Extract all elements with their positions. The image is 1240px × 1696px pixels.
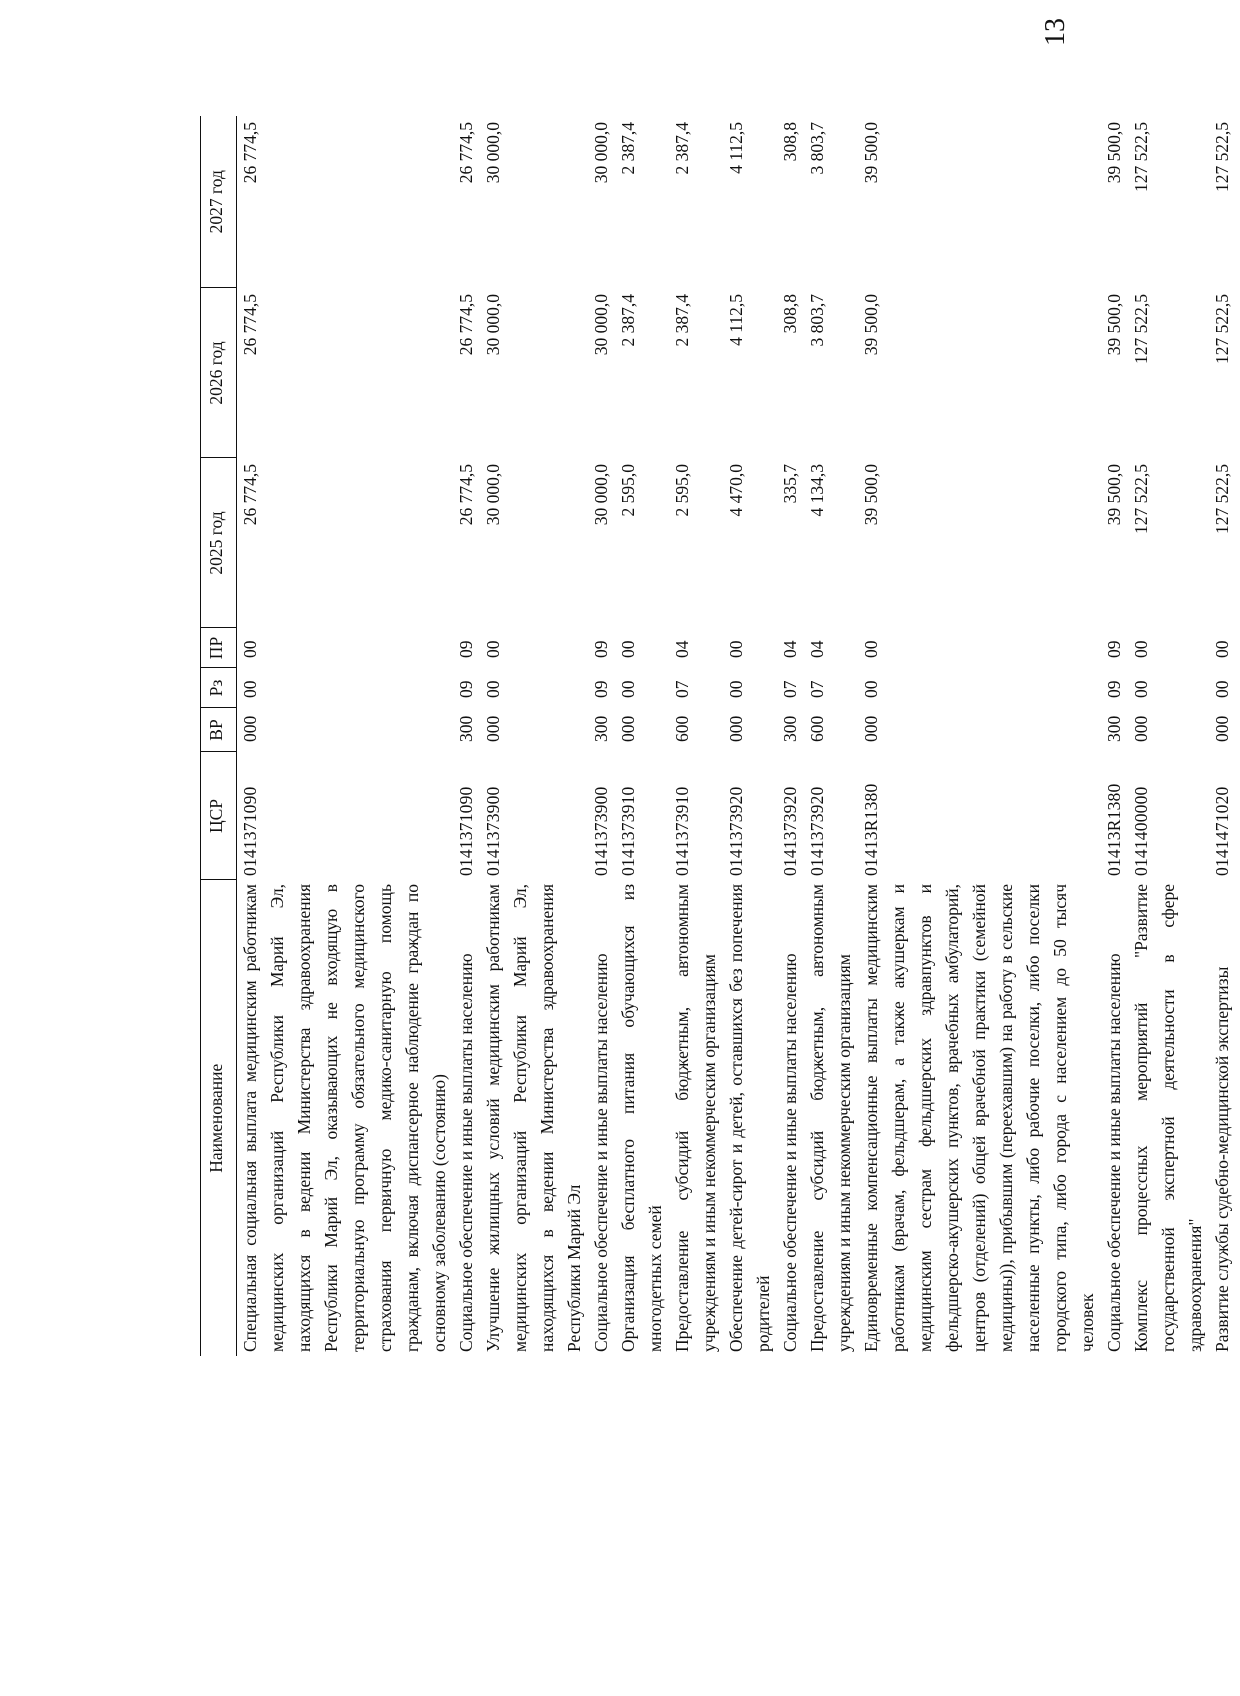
row-name: Обеспечение детей-сирот и детей, оставшихся без попечения родителей: [726, 884, 773, 1352]
row-vr: 000: [861, 715, 881, 742]
row-pr: 04: [672, 640, 692, 658]
row-vr: 600: [807, 715, 827, 742]
table-row: [480, 116, 588, 1356]
row-name: Предоставление субсидий бюджетным, автономным учреждениям и иным некоммерческим организациям: [672, 884, 719, 1352]
row-vr: 300: [780, 715, 800, 742]
row-2027: 30 000,0: [483, 122, 503, 184]
row-2026: 4 112,5: [726, 294, 746, 346]
row-rz: 00: [726, 680, 746, 698]
row-2025: 335,7: [780, 464, 800, 504]
header-2025: 2025 год: [201, 458, 237, 628]
table-row: [615, 116, 669, 1356]
header-csr: ЦСР: [201, 752, 237, 880]
row-pr: 09: [456, 640, 476, 658]
header-rz: Рз: [201, 668, 237, 708]
row-pr: 09: [591, 640, 611, 658]
row-2027: 4 112,5: [726, 122, 746, 174]
row-name: Развитие службы судебно-медицинской экспертизы: [1212, 966, 1232, 1352]
row-csr: 0141400000: [1131, 786, 1151, 876]
row-rz: 09: [591, 680, 611, 698]
row-2026: 30 000,0: [591, 294, 611, 356]
row-name: Социальное обеспечение и иные выплаты населению: [780, 953, 800, 1352]
row-name: Социальное обеспечение и иные выплаты населению: [1104, 953, 1124, 1352]
row-pr: 00: [483, 640, 503, 658]
row-vr: 600: [672, 715, 692, 742]
table-row: [1128, 116, 1209, 1356]
row-2026: 39 500,0: [1104, 294, 1124, 356]
row-name: Социальное обеспечение и иные выплаты населению: [456, 953, 476, 1352]
row-csr: 0141471020: [1212, 786, 1232, 876]
row-pr: 09: [1104, 640, 1124, 658]
row-csr: 01413R1380: [1104, 783, 1124, 876]
row-vr: 300: [1104, 715, 1124, 742]
row-2027: 127 522,5: [1212, 122, 1232, 192]
row-2025: 127 522,5: [1131, 464, 1151, 534]
row-2026: 39 500,0: [861, 294, 881, 356]
row-csr: 0141373920: [726, 786, 746, 876]
row-2026: 2 387,4: [672, 294, 692, 347]
row-2026: 30 000,0: [483, 294, 503, 356]
row-2025: 26 774,5: [240, 464, 260, 526]
table-row: [1209, 116, 1240, 1356]
row-rz: 00: [1212, 680, 1232, 698]
table-row: [237, 116, 454, 1356]
row-2026: 3 803,7: [807, 294, 827, 347]
row-2025: 2 595,0: [672, 464, 692, 517]
row-2027: 39 500,0: [1104, 122, 1124, 184]
row-vr: 000: [240, 715, 260, 742]
row-vr: 000: [726, 715, 746, 742]
header-name: Наименование: [201, 880, 237, 1356]
row-2027: 127 522,5: [1131, 122, 1151, 192]
row-2027: 308,8: [780, 122, 800, 162]
row-2025: 39 500,0: [861, 464, 881, 526]
row-rz: 00: [240, 680, 260, 698]
row-name: Единовременные компенсационные выплаты медицинским работникам (врачам, фельдшерам, а также акушеркам и медицинским сестрам фельдшерских здравпунктов и фельдшерско-акушерских пунктов, врачебных амбулаторий, центров (отделений) общей врачебной практики (семейной медицины)), прибывшим (переехавшим) на работу в сельские населенные пункты, либо рабочие поселки, либо поселки городского типа, либо города с населением до 50 тысяч человек: [861, 884, 1097, 1352]
row-pr: 04: [807, 640, 827, 658]
row-2025: 30 000,0: [483, 464, 503, 526]
row-2027: 26 774,5: [240, 122, 260, 184]
table-row: [858, 116, 1101, 1356]
row-2026: 2 387,4: [618, 294, 638, 347]
row-name: Социальное обеспечение и иные выплаты населению: [591, 953, 611, 1352]
row-name: Улучшение жилищных условий медицинским работникам медицинских организаций Республики Марий Эл, находящихся в ведении Министерства здравоохранения Республики Марий Эл: [483, 884, 584, 1352]
table-row: [1101, 116, 1128, 1356]
table-row: [588, 116, 615, 1356]
row-csr: 01413R1380: [861, 783, 881, 876]
row-csr: 0141371090: [456, 786, 476, 876]
row-2027: 2 387,4: [618, 122, 638, 175]
row-vr: 000: [618, 715, 638, 742]
row-vr: 300: [591, 715, 611, 742]
row-pr: 00: [618, 640, 638, 658]
header-2027: 2027 год: [201, 116, 237, 288]
row-2027: 39 500,0: [861, 122, 881, 184]
row-rz: 00: [1131, 680, 1151, 698]
row-2027: 30 000,0: [591, 122, 611, 184]
row-name: Специальная социальная выплата медицинским работникам медицинских организаций Республики Марий Эл, находящихся в ведении Министерства здравоохранения Республики Марий Эл, оказывающих не входящую в территориальную программу обязательного медицинского страхования первичную медико-санитарную помощь гражданам, включая диспансерное наблюдение граждан по основному заболеванию (состоянию): [240, 884, 449, 1352]
row-rz: 07: [672, 680, 692, 698]
row-vr: 000: [483, 715, 503, 742]
row-2026: 127 522,5: [1131, 294, 1151, 364]
row-pr: 00: [726, 640, 746, 658]
row-name: Комплекс процессных мероприятий "Развитие государственной экспертной деятельности в сфере здравоохранения": [1131, 884, 1205, 1352]
row-csr: 0141371090: [240, 786, 260, 876]
row-rz: 00: [861, 680, 881, 698]
row-name: Предоставление субсидий бюджетным, автономным учреждениям и иным некоммерческим организациям: [807, 884, 854, 1352]
table-row: [453, 116, 480, 1356]
row-vr: 300: [456, 715, 476, 742]
row-csr: 0141373910: [672, 786, 692, 876]
row-2026: 26 774,5: [240, 294, 260, 356]
row-csr: 0141373910: [618, 786, 638, 876]
row-2025: 26 774,5: [456, 464, 476, 526]
row-rz: 07: [780, 680, 800, 698]
row-csr: 0141373920: [807, 786, 827, 876]
row-pr: 00: [861, 640, 881, 658]
row-rz: 09: [456, 680, 476, 698]
table-row: [804, 116, 858, 1356]
row-vr: 000: [1212, 715, 1232, 742]
row-name: Организация бесплатного питания обучающихся из многодетных семей: [618, 884, 665, 1352]
header-2026: 2026 год: [201, 288, 237, 458]
row-2027: 26 774,5: [456, 122, 476, 184]
table-header-row: [201, 116, 237, 1356]
row-2026: 308,8: [780, 294, 800, 334]
row-rz: 00: [483, 680, 503, 698]
header-pr: ПР: [201, 628, 237, 668]
row-2025: 2 595,0: [618, 464, 638, 517]
row-rz: 09: [1104, 680, 1124, 698]
row-vr: 000: [1131, 715, 1151, 742]
row-rz: 00: [618, 680, 638, 698]
budget-table: [200, 116, 1240, 1356]
table-row: [669, 116, 723, 1356]
table-row: [723, 116, 777, 1356]
row-pr: 00: [1131, 640, 1151, 658]
row-2025: 4 134,3: [807, 464, 827, 517]
row-2025: 4 470,0: [726, 464, 746, 517]
row-2027: 2 387,4: [672, 122, 692, 175]
row-pr: 04: [780, 640, 800, 658]
row-2027: 3 803,7: [807, 122, 827, 175]
row-2025: 127 522,5: [1212, 464, 1232, 534]
header-vr: ВР: [201, 708, 237, 752]
row-2025: 30 000,0: [591, 464, 611, 526]
row-rz: 07: [807, 680, 827, 698]
row-csr: 0141373900: [483, 786, 503, 876]
table-row: [777, 116, 804, 1356]
row-2026: 127 522,5: [1212, 294, 1232, 364]
row-pr: 00: [1212, 640, 1232, 658]
row-pr: 00: [240, 640, 260, 658]
row-csr: 0141373920: [780, 786, 800, 876]
page-number: 13: [1040, 18, 1071, 46]
row-csr: 0141373900: [591, 786, 611, 876]
row-2026: 26 774,5: [456, 294, 476, 356]
row-2025: 39 500,0: [1104, 464, 1124, 526]
